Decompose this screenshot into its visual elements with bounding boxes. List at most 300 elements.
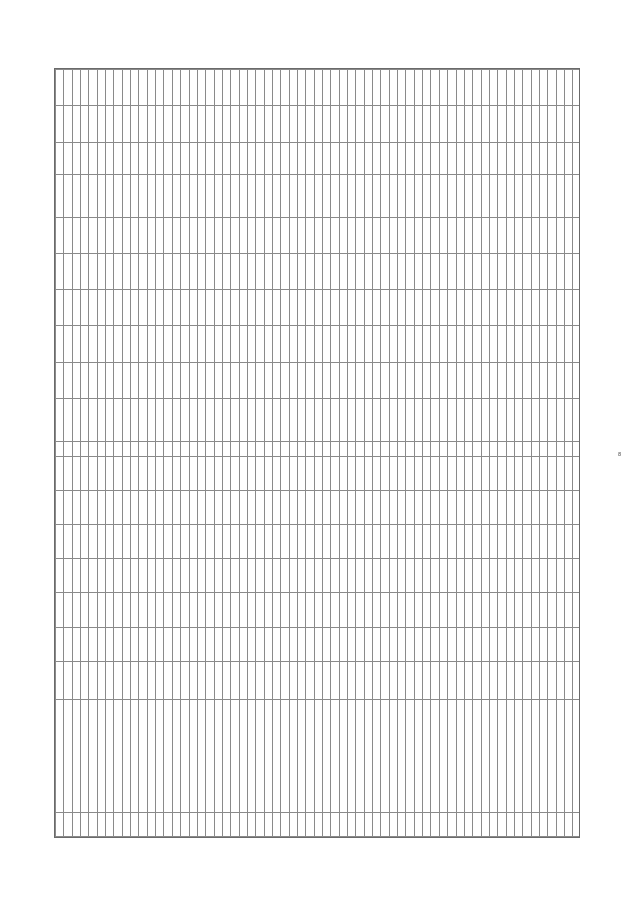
table-cell <box>531 441 539 456</box>
table-cell <box>189 399 197 442</box>
table-cell <box>381 217 389 253</box>
table-cell <box>439 106 447 142</box>
table-cell <box>122 70 130 106</box>
table-cell <box>498 70 506 106</box>
table-cell <box>406 456 414 490</box>
table-cell <box>164 326 172 362</box>
table-row <box>448 70 456 837</box>
table-cell <box>114 70 122 106</box>
table-cell <box>306 593 314 627</box>
table-cell <box>197 661 205 699</box>
table-cell <box>172 559 180 593</box>
table-cell <box>164 593 172 627</box>
table-cell <box>147 326 155 362</box>
table-cell <box>56 700 64 813</box>
table-cell <box>423 326 431 362</box>
table-cell <box>272 441 280 456</box>
table-cell <box>439 362 447 398</box>
table-cell <box>448 217 456 253</box>
table-cell <box>122 525 130 559</box>
table-cell <box>364 700 372 813</box>
table-cell <box>97 627 105 661</box>
table-cell <box>256 700 264 813</box>
table-cell <box>214 525 222 559</box>
table-row <box>89 70 97 837</box>
table-cell <box>564 456 572 490</box>
table-cell <box>206 661 214 699</box>
table-cell <box>539 441 547 456</box>
table-cell <box>406 661 414 699</box>
table-cell <box>531 326 539 362</box>
table-cell <box>289 490 297 524</box>
table-cell <box>498 326 506 362</box>
table-cell <box>498 559 506 593</box>
table-cell <box>156 142 164 174</box>
table-cell <box>189 456 197 490</box>
table-cell <box>56 362 64 398</box>
table-cell <box>239 326 247 362</box>
table-cell <box>256 525 264 559</box>
table-cell <box>381 362 389 398</box>
table-cell <box>456 593 464 627</box>
table-cell <box>214 700 222 813</box>
table-cell <box>414 441 422 456</box>
table-cell <box>97 399 105 442</box>
table-cell <box>197 593 205 627</box>
table-cell <box>548 441 556 456</box>
table-cell <box>181 700 189 813</box>
table-cell <box>197 627 205 661</box>
table-cell <box>206 525 214 559</box>
table-cell <box>423 362 431 398</box>
table-cell <box>297 490 305 524</box>
table-cell <box>323 142 331 174</box>
table-cell <box>256 456 264 490</box>
table-cell <box>539 70 547 106</box>
table-cell <box>473 813 481 837</box>
table-cell <box>139 106 147 142</box>
table-cell <box>389 559 397 593</box>
table-cell <box>323 326 331 362</box>
table-cell <box>172 441 180 456</box>
table-cell <box>389 593 397 627</box>
table-cell <box>256 290 264 326</box>
table-cell <box>464 525 472 559</box>
table-cell <box>197 525 205 559</box>
table-cell <box>72 456 80 490</box>
table-cell <box>256 559 264 593</box>
table-cell <box>548 559 556 593</box>
table-cell <box>197 399 205 442</box>
table-cell <box>147 399 155 442</box>
table-cell <box>214 661 222 699</box>
table-cell <box>414 593 422 627</box>
table-cell <box>97 217 105 253</box>
table-cell <box>181 456 189 490</box>
table-cell <box>548 326 556 362</box>
table-cell <box>381 326 389 362</box>
table-cell <box>89 326 97 362</box>
table-cell <box>214 253 222 289</box>
table-cell <box>356 559 364 593</box>
table-cell <box>56 441 64 456</box>
table-cell <box>81 399 89 442</box>
table-row <box>398 70 406 837</box>
table-cell <box>247 559 255 593</box>
table-cell <box>381 142 389 174</box>
table-cell <box>423 290 431 326</box>
table-cell <box>439 253 447 289</box>
table-cell <box>381 399 389 442</box>
table-cell <box>323 362 331 398</box>
table-cell <box>406 106 414 142</box>
table-cell <box>398 174 406 217</box>
table-cell <box>289 106 297 142</box>
table-cell <box>348 253 356 289</box>
table-cell <box>122 813 130 837</box>
table-cell <box>481 174 489 217</box>
table-cell <box>139 456 147 490</box>
table-cell <box>181 593 189 627</box>
table-cell <box>531 813 539 837</box>
table-cell <box>247 174 255 217</box>
table-cell <box>331 326 339 362</box>
table-cell <box>464 142 472 174</box>
table-cell <box>364 661 372 699</box>
table-cell <box>206 399 214 442</box>
table-cell <box>131 174 139 217</box>
table-cell <box>381 174 389 217</box>
table-cell <box>172 326 180 362</box>
table-cell <box>331 290 339 326</box>
table-cell <box>331 399 339 442</box>
table-cell <box>114 106 122 142</box>
table-cell <box>431 627 439 661</box>
table-cell <box>164 106 172 142</box>
table-cell <box>156 525 164 559</box>
table-cell <box>106 106 114 142</box>
table-cell <box>448 813 456 837</box>
table-cell <box>473 253 481 289</box>
table-cell <box>531 627 539 661</box>
table-cell <box>381 441 389 456</box>
table-cell <box>406 813 414 837</box>
table-cell <box>114 525 122 559</box>
table-cell <box>147 290 155 326</box>
table-cell <box>206 813 214 837</box>
table-cell <box>214 456 222 490</box>
table-cell <box>439 70 447 106</box>
table-cell <box>414 559 422 593</box>
table-cell <box>222 441 230 456</box>
table-cell <box>164 661 172 699</box>
table-cell <box>181 661 189 699</box>
table-cell <box>131 70 139 106</box>
table-cell <box>356 593 364 627</box>
table-cell <box>272 217 280 253</box>
table-cell <box>56 490 64 524</box>
table-cell <box>339 700 347 813</box>
table-cell <box>573 362 580 398</box>
table-cell <box>272 174 280 217</box>
table-cell <box>364 70 372 106</box>
table-cell <box>514 174 522 217</box>
table-cell <box>564 174 572 217</box>
table-cell <box>473 559 481 593</box>
table-cell <box>206 456 214 490</box>
table-cell <box>323 661 331 699</box>
table-cell <box>147 217 155 253</box>
table-cell <box>481 399 489 442</box>
table-cell <box>489 142 497 174</box>
table-cell <box>456 525 464 559</box>
table-row <box>106 70 114 837</box>
table-cell <box>314 399 322 442</box>
table-cell <box>231 174 239 217</box>
table-cell <box>64 217 72 253</box>
table-cell <box>481 559 489 593</box>
table-cell <box>323 174 331 217</box>
table-cell <box>172 70 180 106</box>
table-cell <box>548 490 556 524</box>
table-cell <box>222 700 230 813</box>
table-cell <box>256 253 264 289</box>
table-cell <box>556 627 564 661</box>
table-cell <box>514 326 522 362</box>
table-cell <box>489 700 497 813</box>
table-cell <box>139 399 147 442</box>
table-cell <box>339 362 347 398</box>
table-cell <box>373 399 381 442</box>
table-cell <box>414 253 422 289</box>
table-cell <box>539 456 547 490</box>
table-cell <box>439 456 447 490</box>
table-cell <box>56 290 64 326</box>
table-cell <box>464 362 472 398</box>
table-cell <box>214 593 222 627</box>
table-row <box>64 70 72 837</box>
table-cell <box>414 174 422 217</box>
table-cell <box>189 362 197 398</box>
table-cell <box>106 174 114 217</box>
table-cell <box>323 813 331 837</box>
table-cell <box>264 525 272 559</box>
table-cell <box>439 661 447 699</box>
table-cell <box>548 142 556 174</box>
table-cell <box>406 441 414 456</box>
table-cell <box>122 142 130 174</box>
table-cell <box>139 362 147 398</box>
table-cell <box>289 700 297 813</box>
table-cell <box>114 399 122 442</box>
table-cell <box>548 106 556 142</box>
table-cell <box>231 593 239 627</box>
table-cell <box>72 362 80 398</box>
table-cell <box>231 399 239 442</box>
table-cell <box>431 70 439 106</box>
table-cell <box>398 525 406 559</box>
table-cell <box>331 700 339 813</box>
table-cell <box>406 174 414 217</box>
table-cell <box>464 326 472 362</box>
table-cell <box>114 253 122 289</box>
table-cell <box>548 362 556 398</box>
table-cell <box>114 559 122 593</box>
table-cell <box>247 525 255 559</box>
table-cell <box>147 174 155 217</box>
table-cell <box>439 490 447 524</box>
table-cell <box>197 217 205 253</box>
table-cell <box>81 174 89 217</box>
table-cell <box>473 627 481 661</box>
table-cell <box>531 106 539 142</box>
table-cell <box>414 661 422 699</box>
table-cell <box>206 441 214 456</box>
table-cell <box>464 441 472 456</box>
table-cell <box>122 559 130 593</box>
table-cell <box>489 627 497 661</box>
table-cell <box>272 700 280 813</box>
table-cell <box>323 700 331 813</box>
table-cell <box>56 559 64 593</box>
table-cell <box>556 456 564 490</box>
table-cell <box>456 441 464 456</box>
table-cell <box>464 217 472 253</box>
table-cell <box>189 700 197 813</box>
table-cell <box>489 326 497 362</box>
table-cell <box>564 399 572 442</box>
table-cell <box>64 525 72 559</box>
table-cell <box>106 362 114 398</box>
table-cell <box>297 326 305 362</box>
table-cell <box>272 290 280 326</box>
table-cell <box>239 593 247 627</box>
table-row <box>381 70 389 837</box>
table-cell <box>272 559 280 593</box>
table-cell <box>247 326 255 362</box>
table-cell <box>381 559 389 593</box>
table-cell <box>139 813 147 837</box>
table-cell <box>239 253 247 289</box>
table-cell <box>239 290 247 326</box>
table-cell <box>556 174 564 217</box>
table-cell <box>97 174 105 217</box>
table-cell <box>189 441 197 456</box>
table-cell <box>97 456 105 490</box>
table-cell <box>473 490 481 524</box>
table-cell <box>356 627 364 661</box>
table-cell <box>306 290 314 326</box>
table-row <box>364 70 372 837</box>
table-cell <box>498 253 506 289</box>
table-cell <box>398 253 406 289</box>
table-cell <box>531 399 539 442</box>
table-cell <box>539 362 547 398</box>
table-cell <box>514 593 522 627</box>
table-cell <box>414 106 422 142</box>
table-cell <box>264 456 272 490</box>
table-cell <box>156 813 164 837</box>
table-cell <box>481 593 489 627</box>
table-row <box>414 70 422 837</box>
table-cell <box>514 217 522 253</box>
table-cell <box>506 813 514 837</box>
table-row <box>81 70 89 837</box>
table-cell <box>214 490 222 524</box>
table-cell <box>89 525 97 559</box>
table-cell <box>456 362 464 398</box>
table-cell <box>81 326 89 362</box>
table-cell <box>114 174 122 217</box>
table-cell <box>331 593 339 627</box>
table-cell <box>514 490 522 524</box>
table-cell <box>122 326 130 362</box>
table-cell <box>114 362 122 398</box>
table-cell <box>206 290 214 326</box>
table-cell <box>414 627 422 661</box>
table-cell <box>423 142 431 174</box>
table-cell <box>222 627 230 661</box>
table-cell <box>172 174 180 217</box>
table-cell <box>431 106 439 142</box>
table-cell <box>331 253 339 289</box>
table-cell <box>97 70 105 106</box>
table-row <box>489 70 497 837</box>
table-cell <box>373 106 381 142</box>
table-cell <box>297 142 305 174</box>
table-cell <box>272 593 280 627</box>
table-cell <box>114 441 122 456</box>
table-cell <box>197 326 205 362</box>
table-cell <box>564 106 572 142</box>
table-cell <box>431 174 439 217</box>
table-cell <box>473 174 481 217</box>
table-cell <box>89 627 97 661</box>
table-cell <box>489 70 497 106</box>
table-cell <box>489 593 497 627</box>
table-cell <box>172 253 180 289</box>
table-cell <box>172 456 180 490</box>
table-cell <box>206 70 214 106</box>
table-cell <box>289 70 297 106</box>
table-cell <box>131 290 139 326</box>
table-row <box>339 70 347 837</box>
table-cell <box>81 217 89 253</box>
table-cell <box>97 559 105 593</box>
table-cell <box>331 174 339 217</box>
table-cell <box>189 627 197 661</box>
table-cell <box>573 661 580 699</box>
table-cell <box>439 627 447 661</box>
table-cell <box>523 253 531 289</box>
table-cell <box>306 326 314 362</box>
table-cell <box>564 700 572 813</box>
table-cell <box>564 253 572 289</box>
table-cell <box>72 661 80 699</box>
table-cell <box>356 441 364 456</box>
table-cell <box>539 290 547 326</box>
table-cell <box>498 399 506 442</box>
table-cell <box>448 661 456 699</box>
table-cell <box>473 700 481 813</box>
table-cell <box>498 813 506 837</box>
table-cell <box>473 441 481 456</box>
table-cell <box>389 813 397 837</box>
table-cell <box>423 593 431 627</box>
table-cell <box>364 174 372 217</box>
table-row <box>72 70 80 837</box>
table-cell <box>214 559 222 593</box>
